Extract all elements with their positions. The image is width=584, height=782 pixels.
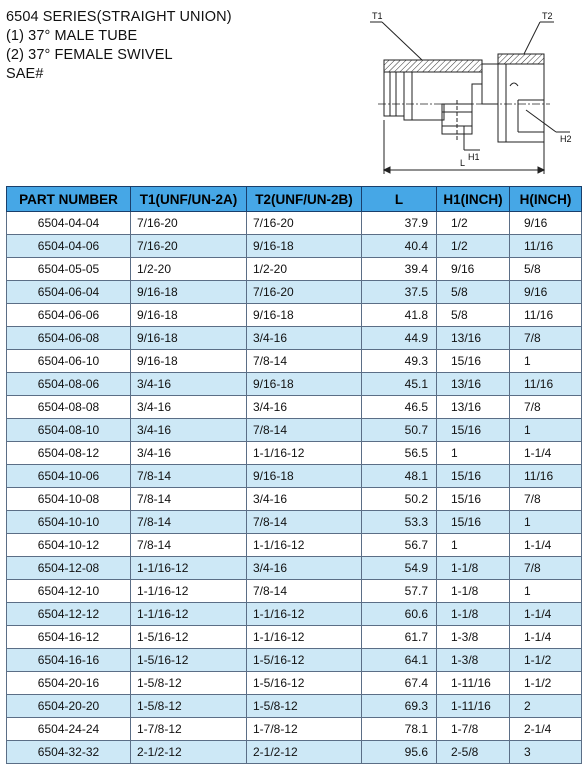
cell-h1: 1-11/16: [437, 695, 510, 718]
cell-t2: 1-1/16-12: [247, 442, 362, 465]
female-swivel-label: (2) 37° FEMALE SWIVEL: [6, 47, 173, 63]
cell-h: 2: [510, 695, 582, 718]
table-row: [7, 741, 582, 764]
cell-h: 7/8: [510, 396, 582, 419]
cell-t1: 1-5/16-12: [131, 649, 247, 672]
table-row: [7, 442, 582, 465]
swivel-nut: [482, 64, 544, 142]
table-row: [7, 212, 582, 235]
cell-t1: 1-5/16-12: [131, 626, 247, 649]
table-row: [7, 534, 582, 557]
cell-h1: 13/16: [437, 373, 510, 396]
cell-t2: 3/4-16: [247, 327, 362, 350]
cell-t2: 1-5/16-12: [247, 649, 362, 672]
cell-part-number: 6504-08-06: [7, 373, 131, 396]
cell-t1: 3/4-16: [131, 442, 247, 465]
cell-t1: 7/16-20: [131, 235, 247, 258]
cell-h1: 1: [437, 534, 510, 557]
cell-h: 11/16: [510, 373, 582, 396]
table-row: [7, 281, 582, 304]
col-header-t1: T1(UNF/UN-2A): [131, 187, 247, 212]
cell-h1: 1: [437, 442, 510, 465]
cell-h1: 1-3/8: [437, 649, 510, 672]
cell-part-number: 6504-16-12: [7, 626, 131, 649]
col-header-l: L: [362, 187, 437, 212]
cell-l: 49.3: [362, 350, 437, 373]
cell-t1: 1-1/16-12: [131, 580, 247, 603]
cell-h: 1-1/4: [510, 626, 582, 649]
cell-part-number: 6504-08-12: [7, 442, 131, 465]
col-header-part-number: PART NUMBER: [7, 187, 131, 212]
cell-part-number: 6504-06-08: [7, 327, 131, 350]
cell-part-number: 6504-10-08: [7, 488, 131, 511]
cell-t1: 7/8-14: [131, 488, 247, 511]
cell-part-number: 6504-04-04: [7, 212, 131, 235]
cell-t1: 9/16-18: [131, 281, 247, 304]
cell-l: 41.8: [362, 304, 437, 327]
cell-part-number: 6504-10-10: [7, 511, 131, 534]
table-row: [7, 649, 582, 672]
cell-h1: 1-1/8: [437, 580, 510, 603]
cell-part-number: 6504-05-05: [7, 258, 131, 281]
cell-h: 5/8: [510, 258, 582, 281]
cell-t2: 7/16-20: [247, 281, 362, 304]
col-header-h1: H1(INCH): [437, 187, 510, 212]
cell-t1: 1-5/8-12: [131, 695, 247, 718]
label-t2: T2: [542, 11, 553, 21]
table-row: [7, 695, 582, 718]
cell-t2: 1-1/16-12: [247, 534, 362, 557]
col-header-h: H(INCH): [510, 187, 582, 212]
cell-l: 46.5: [362, 396, 437, 419]
cell-t1: 1-1/16-12: [131, 557, 247, 580]
label-t1: T1: [372, 11, 383, 21]
cell-t2: 1-1/16-12: [247, 603, 362, 626]
cell-h: 1: [510, 580, 582, 603]
t1-thread: [384, 60, 482, 72]
cell-h1: 5/8: [437, 281, 510, 304]
cell-t1: 2-1/2-12: [131, 741, 247, 764]
cell-t2: 9/16-18: [247, 465, 362, 488]
cell-t2: 2-1/2-12: [247, 741, 362, 764]
cell-h1: 5/8: [437, 304, 510, 327]
cell-l: 50.2: [362, 488, 437, 511]
cell-l: 56.5: [362, 442, 437, 465]
cell-l: 69.3: [362, 695, 437, 718]
cell-t2: 3/4-16: [247, 488, 362, 511]
header-row: [7, 187, 582, 212]
label-l: L: [460, 158, 466, 168]
cell-part-number: 6504-10-12: [7, 534, 131, 557]
cell-h: 3: [510, 741, 582, 764]
cell-t2: 1-1/16-12: [247, 626, 362, 649]
cell-h1: 1/2: [437, 235, 510, 258]
cell-l: 37.5: [362, 281, 437, 304]
cell-part-number: 6504-16-16: [7, 649, 131, 672]
cell-t2: 1-5/8-12: [247, 695, 362, 718]
cell-h: 11/16: [510, 465, 582, 488]
cell-h: 7/8: [510, 557, 582, 580]
cell-h: 7/8: [510, 488, 582, 511]
cell-t2: 3/4-16: [247, 396, 362, 419]
cell-t1: 1-1/16-12: [131, 603, 247, 626]
sae-label: SAE#: [6, 66, 44, 82]
cell-h: 1-1/2: [510, 649, 582, 672]
label-h1: H1: [468, 152, 480, 162]
cell-h1: 13/16: [437, 396, 510, 419]
table-row: [7, 350, 582, 373]
cell-l: 48.1: [362, 465, 437, 488]
cell-t2: 7/16-20: [247, 212, 362, 235]
cell-part-number: 6504-32-32: [7, 741, 131, 764]
cell-h1: 15/16: [437, 465, 510, 488]
cell-h: 2-1/4: [510, 718, 582, 741]
cell-l: 64.1: [362, 649, 437, 672]
cell-t2: 9/16-18: [247, 235, 362, 258]
cell-t2: 1-7/8-12: [247, 718, 362, 741]
cell-h: 9/16: [510, 281, 582, 304]
tube-body: [384, 72, 482, 120]
cell-h1: 15/16: [437, 488, 510, 511]
cell-h: 1: [510, 511, 582, 534]
series-header: [6, 8, 232, 84]
cell-t2: 9/16-18: [247, 373, 362, 396]
cell-t1: 7/8-14: [131, 534, 247, 557]
cell-h: 1: [510, 350, 582, 373]
table-row: [7, 258, 582, 281]
cell-part-number: 6504-24-24: [7, 718, 131, 741]
cell-part-number: 6504-06-04: [7, 281, 131, 304]
cell-part-number: 6504-10-06: [7, 465, 131, 488]
cell-h: 1-1/4: [510, 442, 582, 465]
series-title: 6504 SERIES(STRAIGHT UNION): [6, 9, 232, 25]
table-row: [7, 672, 582, 695]
cell-l: 67.4: [362, 672, 437, 695]
cell-h: 7/8: [510, 327, 582, 350]
cell-l: 45.1: [362, 373, 437, 396]
table-row: [7, 603, 582, 626]
table-row: [7, 373, 582, 396]
table-row: [7, 465, 582, 488]
cell-part-number: 6504-12-12: [7, 603, 131, 626]
cell-part-number: 6504-08-08: [7, 396, 131, 419]
cell-t2: 7/8-14: [247, 511, 362, 534]
cell-h: 1-1/2: [510, 672, 582, 695]
cell-l: 60.6: [362, 603, 437, 626]
cell-l: 39.4: [362, 258, 437, 281]
cell-l: 54.9: [362, 557, 437, 580]
cell-l: 56.7: [362, 534, 437, 557]
fitting-diagram: [360, 4, 582, 182]
cell-h1: 1-1/8: [437, 557, 510, 580]
table-row: [7, 327, 582, 350]
spec-table: [6, 186, 582, 764]
male-tube-label: (1) 37° MALE TUBE: [6, 28, 138, 44]
cell-h1: 1/2: [437, 212, 510, 235]
cell-l: 37.9: [362, 212, 437, 235]
t2-thread: [498, 54, 544, 64]
cell-part-number: 6504-08-10: [7, 419, 131, 442]
table-row: [7, 626, 582, 649]
cell-t2: 1-5/16-12: [247, 672, 362, 695]
cell-t1: 3/4-16: [131, 419, 247, 442]
cell-l: 50.7: [362, 419, 437, 442]
table-row: [7, 419, 582, 442]
cell-part-number: 6504-20-16: [7, 672, 131, 695]
cell-l: 53.3: [362, 511, 437, 534]
cell-t2: 9/16-18: [247, 304, 362, 327]
cell-t2: 7/8-14: [247, 419, 362, 442]
cell-t1: 7/8-14: [131, 465, 247, 488]
cell-t1: 1/2-20: [131, 258, 247, 281]
label-h2: H2: [560, 134, 572, 144]
cell-part-number: 6504-12-10: [7, 580, 131, 603]
col-header-t2: T2(UNF/UN-2B): [247, 187, 362, 212]
cell-h: 9/16: [510, 212, 582, 235]
cell-t2: 7/8-14: [247, 350, 362, 373]
cell-h: 1-1/4: [510, 603, 582, 626]
cell-h1: 1-11/16: [437, 672, 510, 695]
table-row: [7, 580, 582, 603]
cell-l: 95.6: [362, 741, 437, 764]
cell-t1: 9/16-18: [131, 350, 247, 373]
cell-part-number: 6504-06-10: [7, 350, 131, 373]
cell-h1: 1-1/8: [437, 603, 510, 626]
cell-l: 61.7: [362, 626, 437, 649]
cell-h1: 1-3/8: [437, 626, 510, 649]
cell-t1: 3/4-16: [131, 373, 247, 396]
cell-h1: 13/16: [437, 327, 510, 350]
cell-t1: 9/16-18: [131, 304, 247, 327]
cell-t2: 7/8-14: [247, 580, 362, 603]
cell-t1: 1-7/8-12: [131, 718, 247, 741]
cell-t1: 3/4-16: [131, 396, 247, 419]
table-row: [7, 304, 582, 327]
cell-h: 11/16: [510, 235, 582, 258]
cell-h1: 15/16: [437, 419, 510, 442]
cell-t1: 7/8-14: [131, 511, 247, 534]
cell-h1: 2-5/8: [437, 741, 510, 764]
cell-t1: 1-5/8-12: [131, 672, 247, 695]
table-row: [7, 488, 582, 511]
cell-part-number: 6504-04-06: [7, 235, 131, 258]
cell-part-number: 6504-12-08: [7, 557, 131, 580]
table-row: [7, 718, 582, 741]
cell-part-number: 6504-06-06: [7, 304, 131, 327]
table-row: [7, 557, 582, 580]
cell-h: 11/16: [510, 304, 582, 327]
cell-l: 40.4: [362, 235, 437, 258]
table-body: [7, 212, 582, 764]
cell-t1: 7/16-20: [131, 212, 247, 235]
cell-h1: 15/16: [437, 511, 510, 534]
cell-h: 1-1/4: [510, 534, 582, 557]
cell-t1: 9/16-18: [131, 327, 247, 350]
cell-t2: 1/2-20: [247, 258, 362, 281]
cell-t2: 3/4-16: [247, 557, 362, 580]
cell-h1: 15/16: [437, 350, 510, 373]
cell-h1: 1-7/8: [437, 718, 510, 741]
cell-h1: 9/16: [437, 258, 510, 281]
cell-h: 1: [510, 419, 582, 442]
cell-l: 44.9: [362, 327, 437, 350]
table-row: [7, 396, 582, 419]
table-row: [7, 511, 582, 534]
cell-l: 57.7: [362, 580, 437, 603]
cell-part-number: 6504-20-20: [7, 695, 131, 718]
cell-l: 78.1: [362, 718, 437, 741]
table-row: [7, 235, 582, 258]
